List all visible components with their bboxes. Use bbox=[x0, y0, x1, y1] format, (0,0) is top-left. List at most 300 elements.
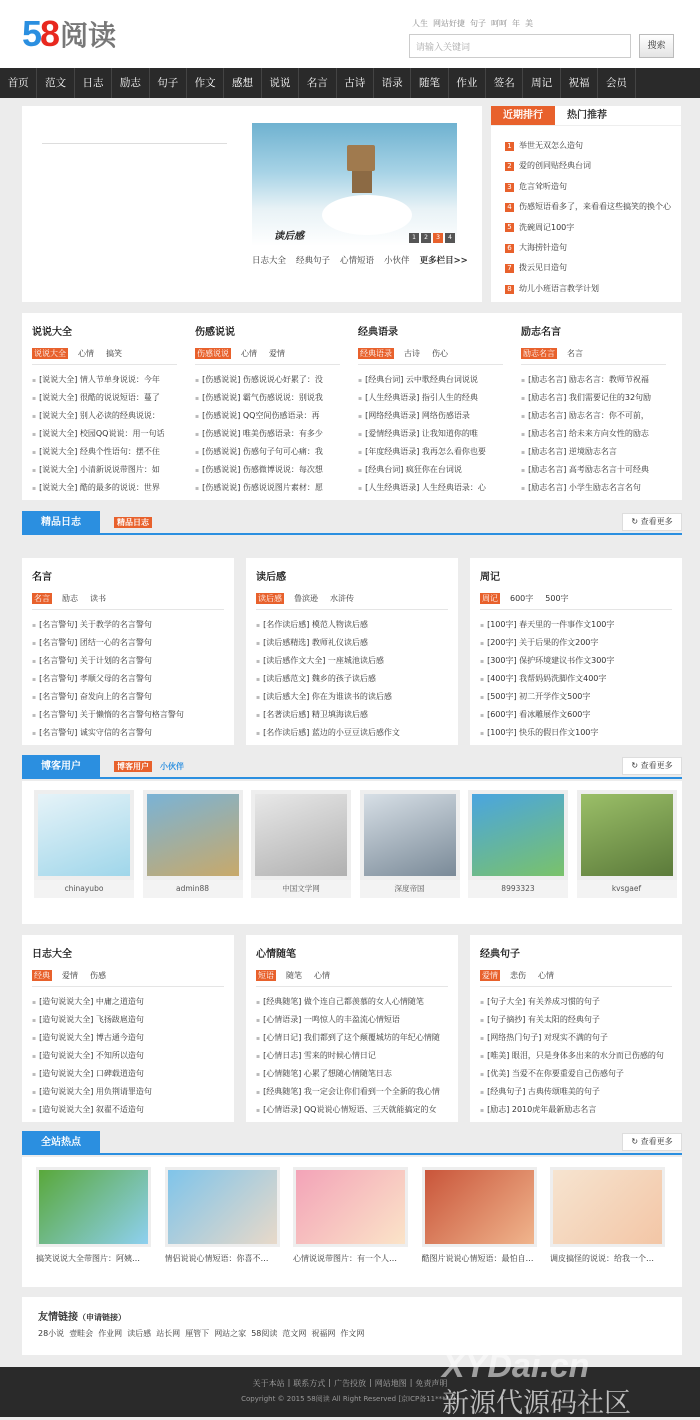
more-label: 查看更多 bbox=[640, 761, 673, 770]
friend-link[interactable]: 28小说 bbox=[38, 1329, 65, 1338]
category-column bbox=[256, 568, 448, 742]
rank-number: 6 bbox=[505, 244, 514, 253]
slider-link[interactable]: 小伙伴 bbox=[384, 256, 410, 266]
column-list bbox=[195, 371, 340, 497]
list-item[interactable]: ▪ [爱情经典语录] 让我知道你的唯 bbox=[358, 425, 503, 443]
hot-gallery bbox=[22, 1157, 682, 1287]
column-tag[interactable]: 爱情 bbox=[62, 971, 78, 980]
nav-item[interactable]: 会员 bbox=[598, 68, 635, 98]
pager-dot[interactable]: 3 bbox=[433, 233, 443, 243]
rank-item[interactable] bbox=[505, 197, 681, 217]
list-item[interactable]: ▪ [励志名言] 我们需要记住的32句励 bbox=[521, 389, 666, 407]
links-title-text: 友情链接 bbox=[38, 1312, 78, 1323]
section-title[interactable]: 博客用户 bbox=[22, 755, 100, 779]
user-gallery bbox=[22, 781, 682, 924]
list-item[interactable]: ▪ [造句说说大全] 叙翟不适造句 bbox=[32, 1101, 224, 1119]
list-item[interactable]: ▪ [伤感说说] 伤感微博说说：每次想 bbox=[195, 461, 340, 479]
footer-link[interactable]: 关于本站 bbox=[252, 1379, 285, 1388]
user-card[interactable] bbox=[360, 790, 460, 898]
hot-caption[interactable]: 心情说说带图片：有一个人… bbox=[293, 1254, 397, 1263]
rank-text: 洗碗周记100字 bbox=[519, 222, 575, 232]
watermark-url: XYDai.cn bbox=[442, 1347, 590, 1385]
rank-text: 幼儿小班语言教学计划 bbox=[519, 283, 599, 293]
column-tag[interactable]: 心情 bbox=[78, 349, 94, 358]
list-item[interactable]: ▪ [励志名言] 给未来方向女性的励志 bbox=[521, 425, 666, 443]
list-item[interactable]: ▪ [网络经典语录] 网络伤感语录 bbox=[358, 407, 503, 425]
column-tag[interactable]: 励志名言 bbox=[523, 349, 555, 358]
column-title[interactable]: 经典语录 bbox=[358, 327, 398, 338]
column-tag[interactable]: 搞笑 bbox=[106, 349, 122, 358]
list-item[interactable]: ▪ [说说大全] 经典个性语句：摆不住 bbox=[32, 443, 177, 461]
list-item[interactable]: ▪ [优美] 当爱不在你要重爱自己伤感句子 bbox=[480, 1065, 672, 1083]
slider-panel bbox=[22, 106, 482, 302]
rank-text: 举世无双怎么造句 bbox=[519, 141, 583, 150]
rank-number: 3 bbox=[505, 183, 514, 192]
hot-caption[interactable]: 情侣说说心情短语：你喜不… bbox=[164, 1254, 269, 1263]
links-list bbox=[38, 1328, 369, 1339]
friend-link[interactable]: 站长网 bbox=[156, 1329, 181, 1338]
hot-image[interactable] bbox=[36, 1167, 151, 1247]
list-item[interactable]: ▪ [网络热门句子] 对现实不满的句子 bbox=[480, 1029, 672, 1047]
nav-item[interactable]: 说说 bbox=[262, 68, 299, 98]
friend-link[interactable]: 作文网 bbox=[340, 1329, 365, 1338]
list-item[interactable]: ▪ [说说大全] 酷的最多的说说：世界 bbox=[32, 479, 177, 497]
column-tag[interactable]: 鲁滨逊 bbox=[294, 594, 318, 603]
column-tags bbox=[480, 593, 672, 610]
hot-card[interactable] bbox=[165, 1167, 280, 1264]
hot-image[interactable] bbox=[550, 1167, 665, 1247]
friend-link[interactable]: 范文网 bbox=[282, 1329, 307, 1338]
list-item[interactable]: ▪ [唯美] 眼泪，只是身体多出来的水分而已伤感的句 bbox=[480, 1047, 672, 1065]
hot-caption[interactable]: 调皮搞怪的说说：给我一个… bbox=[550, 1254, 654, 1263]
column-tag[interactable]: 心情 bbox=[538, 971, 554, 980]
column-tag[interactable]: 经典语录 bbox=[360, 349, 392, 358]
user-name[interactable]: 中国文学网 bbox=[251, 880, 351, 898]
column-list bbox=[480, 616, 672, 742]
list-item[interactable]: ▪ [人生经典语录] 人生经典语录：心 bbox=[358, 479, 503, 497]
column-title[interactable]: 周记 bbox=[480, 572, 500, 583]
column-list bbox=[256, 993, 448, 1119]
nav-item[interactable]: 周记 bbox=[523, 68, 560, 98]
section-badge-2[interactable]: 小伙伴 bbox=[160, 762, 184, 771]
section-header-hot bbox=[22, 1131, 682, 1155]
hot-words bbox=[412, 18, 538, 29]
copyright: Copyright © 2015 58阅读 All Right Reserved [京ICP备11****号] bbox=[241, 1395, 459, 1403]
list-item[interactable]: ▪ [伤感说说] 伤感说说心好累了：没 bbox=[195, 371, 340, 389]
hot-caption[interactable]: 搞笑说说大全带图片：阿姨… bbox=[36, 1254, 140, 1263]
user-avatar[interactable] bbox=[251, 790, 351, 880]
list-item[interactable]: ▪ [励志] 2010虎年最新励志名言 bbox=[480, 1101, 672, 1119]
divider bbox=[42, 143, 227, 144]
section-badge[interactable]: 精品日志 bbox=[114, 517, 152, 528]
list-item[interactable]: ▪ [说说大全] 情人节单身说说：今年 bbox=[32, 371, 177, 389]
footer-link[interactable]: 联系方式 bbox=[293, 1379, 326, 1388]
column-tags bbox=[195, 348, 340, 365]
user-name[interactable]: kvsgaef bbox=[577, 880, 677, 898]
list-item[interactable]: ▪ [说说大全] 很酷的说说短语：蔓了 bbox=[32, 389, 177, 407]
nav-item[interactable]: 励志 bbox=[112, 68, 149, 98]
column-tag[interactable]: 心情 bbox=[314, 971, 330, 980]
column-title[interactable]: 心情随笔 bbox=[256, 949, 296, 960]
column-tags bbox=[521, 348, 666, 365]
column-list bbox=[521, 371, 666, 497]
column-tag[interactable]: 悲伤 bbox=[510, 971, 526, 980]
section-badge[interactable]: 博客用户 bbox=[114, 761, 152, 772]
list-item[interactable]: ▪ [读后感范文] 魏乡的孩子读后感 bbox=[256, 670, 448, 688]
more-button[interactable] bbox=[622, 757, 682, 775]
column-tag[interactable]: 名言 bbox=[567, 349, 583, 358]
list-item[interactable]: ▪ [说说大全] 别人必读的经典说说： bbox=[32, 407, 177, 425]
user-name[interactable]: 8993323 bbox=[468, 880, 568, 898]
rank-number: 8 bbox=[505, 285, 514, 294]
site-logo[interactable] bbox=[22, 8, 116, 60]
rank-tabs bbox=[491, 106, 681, 126]
pager-dot[interactable]: 2 bbox=[421, 233, 431, 243]
list-item[interactable]: ▪ [名言警句] 孝顺父母的名言警句 bbox=[32, 670, 224, 688]
category-column bbox=[195, 323, 340, 497]
refresh-icon: ↻ bbox=[631, 1137, 639, 1146]
rank-item[interactable] bbox=[505, 136, 681, 156]
list-item[interactable]: ▪ [100字] 快乐的假日作文100字 bbox=[480, 724, 672, 742]
hot-word[interactable]: 年 bbox=[512, 19, 520, 28]
rank-text: 爱的创同贴经典台词 bbox=[519, 161, 591, 171]
column-tag[interactable]: 经典 bbox=[34, 971, 50, 980]
apply-link[interactable]: （申请链接） bbox=[78, 1313, 126, 1322]
hot-image[interactable] bbox=[422, 1167, 537, 1247]
category-box bbox=[246, 935, 458, 1122]
refresh-icon: ↻ bbox=[631, 761, 639, 770]
rank-tab[interactable]: 热门推荐 bbox=[567, 110, 607, 121]
column-title[interactable]: 说说大全 bbox=[32, 327, 72, 338]
list-item[interactable]: ▪ [名著读后感] 精卫填海读后感 bbox=[256, 706, 448, 724]
more-label: 查看更多 bbox=[640, 517, 673, 526]
column-tag[interactable]: 周记 bbox=[482, 594, 498, 603]
section-title[interactable]: 精品日志 bbox=[22, 511, 100, 535]
nav-item[interactable]: 感想 bbox=[224, 68, 261, 98]
rank-number: 5 bbox=[505, 223, 514, 232]
category-column bbox=[32, 945, 224, 1119]
nav-item[interactable]: 随笔 bbox=[411, 68, 448, 98]
category-column bbox=[256, 945, 448, 1119]
column-tag[interactable]: 读书 bbox=[90, 594, 106, 603]
column-tags bbox=[32, 970, 224, 987]
rank-number: 7 bbox=[505, 264, 514, 273]
friend-link[interactable]: 58阅读 bbox=[251, 1329, 278, 1338]
column-tag[interactable]: 水浒传 bbox=[330, 594, 354, 603]
column-list bbox=[480, 993, 672, 1119]
nav-item[interactable]: 签名 bbox=[486, 68, 523, 98]
column-tags bbox=[32, 593, 224, 610]
column-tag[interactable]: 古诗 bbox=[404, 349, 420, 358]
list-item[interactable]: ▪ [说说大全] 校园QQ说说：用一句话 bbox=[32, 425, 177, 443]
list-item[interactable]: ▪ [400字] 我帮妈妈洗脚作文400字 bbox=[480, 670, 672, 688]
friend-link[interactable]: 厘管下 bbox=[185, 1329, 210, 1338]
separator: | bbox=[287, 1378, 291, 1387]
user-avatar[interactable] bbox=[360, 790, 460, 880]
footer-link[interactable]: 广告投放 bbox=[334, 1379, 366, 1388]
column-tag[interactable]: 伤感 bbox=[90, 971, 106, 980]
slider-image[interactable] bbox=[252, 123, 457, 246]
nav-item[interactable]: 作业 bbox=[449, 68, 486, 98]
user-avatar[interactable] bbox=[34, 790, 134, 880]
list-item[interactable]: ▪ [名言警句] 关于教学的名言警句 bbox=[32, 616, 224, 634]
column-list bbox=[32, 616, 224, 742]
category-column bbox=[480, 945, 672, 1119]
list-item[interactable]: ▪ [句子摘抄] 有关太阳的经典句子 bbox=[480, 1011, 672, 1029]
list-item[interactable]: ▪ [读后感大全] 你在为谁读书的读后感 bbox=[256, 688, 448, 706]
category-box bbox=[470, 935, 682, 1122]
slider-links bbox=[252, 254, 468, 266]
column-title[interactable]: 名言 bbox=[32, 572, 52, 583]
user-card[interactable] bbox=[143, 790, 243, 898]
list-item[interactable]: ▪ [名言警句] 奋发向上的名言警句 bbox=[32, 688, 224, 706]
list-item[interactable]: ▪ [励志名言] 高考励志名言十可经典 bbox=[521, 461, 666, 479]
column-title[interactable]: 日志大全 bbox=[32, 949, 72, 960]
column-title[interactable]: 励志名言 bbox=[521, 327, 561, 338]
column-tag[interactable]: 励志 bbox=[62, 594, 78, 603]
list-item[interactable]: ▪ [造句说说大全] 口碑载道造句 bbox=[32, 1065, 224, 1083]
list-item[interactable]: ▪ [励志名言] 逆境励志名言 bbox=[521, 443, 666, 461]
nav-item[interactable]: 古诗 bbox=[337, 68, 374, 98]
list-item[interactable]: ▪ [名作读后感] 蓝边的小豆豆读后感作文 bbox=[256, 724, 448, 742]
list-item[interactable]: ▪ [伤感说说] 伤感句子句可心痛：我 bbox=[195, 443, 340, 461]
list-item[interactable]: ▪ [名言警句] 诚实守信的名言警句 bbox=[32, 724, 224, 742]
user-avatar[interactable] bbox=[468, 790, 568, 880]
rank-item[interactable] bbox=[505, 279, 681, 299]
category-column bbox=[480, 568, 672, 742]
list-item[interactable]: ▪ [名言警句] 关于懒惰的名言警句格言警句 bbox=[32, 706, 224, 724]
nav-item[interactable]: 首页 bbox=[0, 68, 37, 98]
nav-item[interactable]: 作文 bbox=[187, 68, 224, 98]
list-item[interactable]: ▪ [句子大全] 有关养成习惯的句子 bbox=[480, 993, 672, 1011]
column-tag[interactable]: 心情 bbox=[241, 349, 257, 358]
list-item[interactable]: ▪ [500字] 初二开学作文500字 bbox=[480, 688, 672, 706]
column-tag[interactable]: 爱情 bbox=[482, 971, 498, 980]
user-card[interactable] bbox=[34, 790, 134, 898]
list-item[interactable]: ▪ [经典台词] 云中歌经典台词说说 bbox=[358, 371, 503, 389]
rank-item[interactable] bbox=[505, 258, 681, 278]
user-avatar[interactable] bbox=[143, 790, 243, 880]
hot-caption[interactable]: 酷图片说说心情短语：最怕自… bbox=[421, 1254, 534, 1263]
list-item[interactable]: ▪ [名作读后感] 模范人物读后感 bbox=[256, 616, 448, 634]
refresh-icon: ↻ bbox=[631, 517, 639, 526]
hot-card[interactable] bbox=[293, 1167, 408, 1264]
column-tag[interactable]: 500字 bbox=[545, 594, 569, 603]
rank-item[interactable] bbox=[505, 218, 681, 238]
search-input[interactable]: 请输入关键词 bbox=[409, 34, 631, 58]
list-item[interactable]: ▪ [心情语录] QQ说说心情短语、三天就能搞定的女 bbox=[256, 1101, 448, 1119]
logo-text: 阅读 bbox=[60, 19, 117, 52]
list-item[interactable]: ▪ [造句说说大全] 用负荆请罪造句 bbox=[32, 1083, 224, 1101]
footer bbox=[0, 1347, 700, 1419]
column-tag[interactable]: 随笔 bbox=[286, 971, 302, 980]
separator: | bbox=[328, 1378, 331, 1387]
list-item[interactable]: ▪ [读后感精选] 教师礼仪读后感 bbox=[256, 634, 448, 652]
category-box bbox=[22, 935, 234, 1122]
slider-link[interactable]: 经典句子 bbox=[296, 256, 331, 266]
more-button[interactable] bbox=[622, 513, 682, 531]
column-list bbox=[256, 616, 448, 742]
more-columns-link[interactable]: 更多栏目>> bbox=[419, 256, 468, 266]
list-item[interactable]: ▪ [心情日记] 我们都到了这个颠覆城坊的年纪心情随 bbox=[256, 1029, 448, 1047]
rank-item[interactable] bbox=[505, 156, 681, 176]
column-list bbox=[32, 993, 224, 1119]
nav-item[interactable]: 日志 bbox=[75, 68, 112, 98]
category-column bbox=[358, 323, 503, 497]
nav-item[interactable]: 范文 bbox=[37, 68, 74, 98]
rank-item[interactable] bbox=[505, 238, 681, 258]
column-tag[interactable]: 短语 bbox=[258, 971, 274, 980]
rank-panel bbox=[491, 106, 681, 302]
rank-text: 危言耸听造句 bbox=[519, 181, 567, 191]
nav-item[interactable]: 句子 bbox=[150, 68, 187, 98]
list-item[interactable]: ▪ [励志名言] 励志名言：你不可前， bbox=[521, 407, 666, 425]
hot-card[interactable] bbox=[422, 1167, 537, 1264]
main-nav bbox=[0, 68, 700, 98]
box-figure-body bbox=[352, 171, 372, 193]
column-tags bbox=[32, 348, 177, 365]
rank-text: 伤感短语看多了，来看看这些搞笑的换个心 bbox=[519, 202, 671, 212]
snow bbox=[322, 195, 412, 235]
rank-list bbox=[491, 126, 681, 299]
list-item[interactable]: ▪ [造句说说大全] 中庸之道造句 bbox=[32, 993, 224, 1011]
column-tags bbox=[480, 970, 672, 987]
list-item[interactable]: ▪ [心情随笔] 心累了想随心情随笔日志 bbox=[256, 1065, 448, 1083]
list-item[interactable]: ▪ [经典随笔] 我一定会让你们看到一个全新的我心情 bbox=[256, 1083, 448, 1101]
nav-item[interactable]: 祝福 bbox=[561, 68, 598, 98]
column-tag[interactable]: 600字 bbox=[510, 594, 534, 603]
list-item[interactable]: ▪ [100字] 春天里的一件事作文100字 bbox=[480, 616, 672, 634]
rank-tab[interactable]: 近期排行 bbox=[491, 106, 555, 125]
nav-item[interactable]: 语录 bbox=[374, 68, 411, 98]
list-item[interactable]: ▪ [300字] 保护环境建议书作文300字 bbox=[480, 652, 672, 670]
user-card[interactable] bbox=[468, 790, 568, 898]
separator: | bbox=[409, 1378, 413, 1387]
rank-text: 拨云见日造句 bbox=[519, 263, 567, 273]
column-tag[interactable]: 伤感说说 bbox=[197, 349, 229, 358]
category-column bbox=[521, 323, 666, 497]
user-name[interactable]: admin88 bbox=[143, 880, 243, 898]
watermark-text: 新源代源码社区 bbox=[442, 1388, 631, 1419]
category-column bbox=[32, 568, 224, 742]
friend-link[interactable]: 作业网 bbox=[98, 1329, 123, 1338]
hot-word[interactable]: 网站好捷 bbox=[433, 19, 465, 28]
list-item[interactable]: ▪ [人生经典语录] 指引人生的经典 bbox=[358, 389, 503, 407]
friend-link[interactable]: 祝福网 bbox=[311, 1329, 336, 1338]
slider-link[interactable]: 日志大全 bbox=[252, 256, 287, 266]
column-list bbox=[32, 371, 177, 497]
section-header-journals bbox=[22, 511, 682, 535]
slider-pager bbox=[407, 233, 455, 243]
hot-image[interactable] bbox=[293, 1167, 408, 1247]
column-tag[interactable]: 伤心 bbox=[432, 349, 448, 358]
column-list bbox=[358, 371, 503, 497]
list-item[interactable]: ▪ [名言警句] 团结一心的名言警句 bbox=[32, 634, 224, 652]
logo-8: 8 bbox=[40, 13, 59, 54]
list-item[interactable]: ▪ [心情日志] 雪来的时候心情日记 bbox=[256, 1047, 448, 1065]
column-tag[interactable]: 读后感 bbox=[258, 594, 282, 603]
column-tag[interactable]: 爱情 bbox=[269, 349, 285, 358]
column-tag[interactable]: 名言 bbox=[34, 594, 50, 603]
more-label: 查看更多 bbox=[640, 1137, 673, 1146]
rank-item[interactable] bbox=[505, 177, 681, 197]
rank-number: 1 bbox=[505, 142, 514, 151]
section-title[interactable]: 全站热点 bbox=[22, 1131, 100, 1155]
list-item[interactable]: ▪ [600字] 看冰雕展作文600字 bbox=[480, 706, 672, 724]
category-column bbox=[32, 323, 177, 497]
section-header-bloggers bbox=[22, 755, 682, 779]
friend-link[interactable]: 壹畦会 bbox=[69, 1329, 94, 1338]
column-title[interactable]: 经典句子 bbox=[480, 949, 520, 960]
more-button[interactable] bbox=[622, 1133, 682, 1151]
hot-word[interactable]: 句子 bbox=[470, 19, 486, 28]
list-item[interactable]: ▪ [心情语录] 一鸣惊人的丰盈流心情短语 bbox=[256, 1011, 448, 1029]
separator: | bbox=[369, 1378, 372, 1387]
pager-dot[interactable]: 4 bbox=[445, 233, 455, 243]
header bbox=[0, 0, 700, 68]
hot-card[interactable] bbox=[36, 1167, 151, 1264]
search-button[interactable]: 搜索 bbox=[639, 34, 674, 58]
list-item[interactable]: ▪ [伤感说说] QQ空间伤感语录：再 bbox=[195, 407, 340, 425]
list-item[interactable]: ▪ [经典句子] 古典传颂唯美的句子 bbox=[480, 1083, 672, 1101]
rank-number: 2 bbox=[505, 162, 514, 171]
user-name[interactable]: chinayubo bbox=[34, 880, 134, 898]
footer-link[interactable]: 免责声明 bbox=[415, 1379, 448, 1388]
user-name[interactable]: 深度帝国 bbox=[360, 880, 460, 898]
column-tag[interactable]: 说说大全 bbox=[34, 349, 66, 358]
hot-image[interactable] bbox=[165, 1167, 280, 1247]
list-item[interactable]: ▪ [经典台词] 疯狂你在台词说 bbox=[358, 461, 503, 479]
column-tags bbox=[358, 348, 503, 365]
hot-card[interactable] bbox=[550, 1167, 665, 1264]
list-item[interactable]: ▪ [伤感说说] 霸气伤感说说：别说我 bbox=[195, 389, 340, 407]
category-row-1 bbox=[22, 313, 682, 500]
list-item[interactable]: ▪ [造句说说大全] 飞扬跋扈造句 bbox=[32, 1011, 224, 1029]
list-item[interactable]: ▪ [励志名言] 小学生励志名言名句 bbox=[521, 479, 666, 497]
spacer bbox=[22, 543, 682, 547]
list-item[interactable]: ▪ [200字] 关于后果的作文200字 bbox=[480, 634, 672, 652]
user-card[interactable] bbox=[251, 790, 351, 898]
list-item[interactable]: ▪ [励志名言] 励志名言：教师节祝福 bbox=[521, 371, 666, 389]
list-item[interactable]: ▪ [说说大全] 小清新说说带图片：如 bbox=[32, 461, 177, 479]
list-item[interactable]: ▪ [名言警句] 关于计划的名言警句 bbox=[32, 652, 224, 670]
hot-word[interactable]: 人生 bbox=[412, 19, 428, 28]
column-title[interactable]: 伤感说说 bbox=[195, 327, 235, 338]
nav-item[interactable]: 名言 bbox=[299, 68, 336, 98]
user-avatar[interactable] bbox=[577, 790, 677, 880]
slider-link[interactable]: 心情短语 bbox=[340, 256, 375, 266]
hot-word[interactable]: 呵呵 bbox=[491, 19, 507, 28]
pager-dot[interactable]: 1 bbox=[409, 233, 419, 243]
column-tags bbox=[256, 970, 448, 987]
user-card[interactable] bbox=[577, 790, 677, 898]
list-item[interactable]: ▪ [造句说说大全] 不知所以造句 bbox=[32, 1047, 224, 1065]
list-item[interactable]: ▪ [造句说说大全] 博古通今造句 bbox=[32, 1029, 224, 1047]
friend-link[interactable]: 读后感 bbox=[127, 1329, 152, 1338]
friend-link[interactable]: 网站之家 bbox=[214, 1329, 247, 1338]
list-item[interactable]: ▪ [年度经典语录] 我再怎么看你也要 bbox=[358, 443, 503, 461]
rank-text: 大海捞针造句 bbox=[519, 243, 567, 253]
column-title[interactable]: 读后感 bbox=[256, 572, 286, 583]
list-item[interactable]: ▪ [伤感说说] 伤感说说图片素材：愿 bbox=[195, 479, 340, 497]
category-box bbox=[246, 558, 458, 745]
list-item[interactable]: ▪ [读后感作文大全] 一座城池读后感 bbox=[256, 652, 448, 670]
hot-word[interactable]: 美 bbox=[525, 19, 533, 28]
category-box bbox=[22, 558, 234, 745]
list-item[interactable]: ▪ [伤感说说] 唯美伤感语录：有多少 bbox=[195, 425, 340, 443]
list-item[interactable]: ▪ [经典随笔] 做个连自己都羡慕的女人心情随笔 bbox=[256, 993, 448, 1011]
footer-link[interactable]: 网站地图 bbox=[374, 1379, 407, 1388]
